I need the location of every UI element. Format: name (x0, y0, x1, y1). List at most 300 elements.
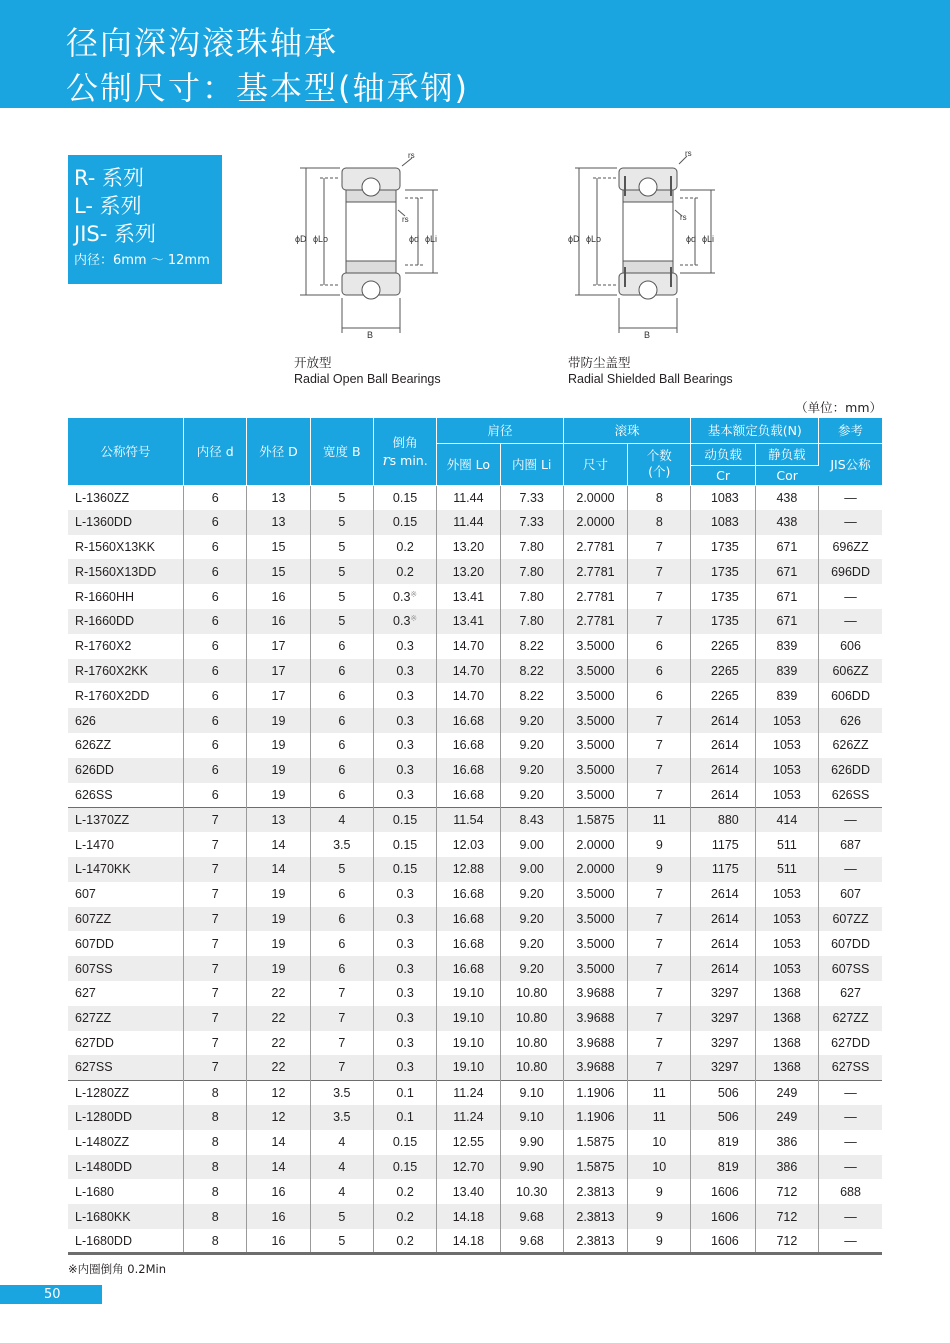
col-ball-size: 尺寸 (563, 443, 627, 485)
table-row (68, 559, 882, 584)
open-caption-en: Radial Open Ball Bearings (294, 372, 441, 386)
cell-inner-d: 7 (184, 1031, 247, 1056)
cell-ball-size: 2.7781 (563, 609, 627, 634)
cell-jis: — (819, 857, 882, 882)
table-row (68, 1031, 882, 1056)
table-row (68, 708, 882, 733)
cell-width-B: 6 (310, 956, 373, 981)
cell-dynamic-load: 1175 (691, 857, 755, 882)
cell-static-load: 712 (755, 1179, 818, 1204)
cell-designation: 607SS (68, 956, 184, 981)
cell-dynamic-load: 1606 (691, 1204, 755, 1229)
cell-ball-size: 3.5000 (563, 683, 627, 708)
cell-outer-D: 19 (247, 783, 310, 808)
series-jis: JIS- 系列 (74, 222, 156, 246)
page-title-line1: 径向深沟滚珠轴承 (66, 24, 339, 62)
table-row (68, 485, 882, 510)
table-header (68, 418, 882, 485)
shielded-D-label: ϕD (568, 234, 580, 244)
cell-width-B: 5 (310, 584, 373, 609)
cell-shoulder-outer: 14.70 (437, 659, 500, 684)
cell-static-load: 1053 (755, 733, 818, 758)
open-bearing-diagram (290, 148, 450, 346)
table-body (68, 485, 882, 1254)
cell-chamfer: 0.2 (373, 1229, 436, 1254)
col-chamfer (373, 418, 436, 485)
cell-ball-count: 8 (628, 485, 691, 510)
cell-width-B: 4 (310, 1179, 373, 1204)
cell-jis: — (819, 807, 882, 832)
cell-dynamic-load: 3297 (691, 1006, 755, 1031)
cell-ball-count: 7 (628, 609, 691, 634)
cell-dynamic-load: 506 (691, 1105, 755, 1130)
cell-jis: — (819, 1105, 882, 1130)
footnote: ※内圈倒角 0.2Min (68, 1262, 166, 1276)
cell-static-load: 1368 (755, 1006, 818, 1031)
cell-jis: 627DD (819, 1031, 882, 1056)
cell-ball-count: 7 (628, 584, 691, 609)
cell-ball-count: 7 (628, 783, 691, 808)
cell-chamfer: 0.3 (373, 659, 436, 684)
table-row (68, 1080, 882, 1105)
cell-shoulder-outer: 14.18 (437, 1204, 500, 1229)
cell-jis: 688 (819, 1179, 882, 1204)
cell-jis: 607DD (819, 931, 882, 956)
chamfer-mark: ※ (410, 614, 418, 624)
col-dynamic-sym: Cr (691, 465, 755, 485)
cell-ball-size: 3.5000 (563, 708, 627, 733)
cell-outer-D: 14 (247, 857, 310, 882)
table-row (68, 609, 882, 634)
cell-jis: 607ZZ (819, 907, 882, 932)
cell-ball-size: 2.7781 (563, 584, 627, 609)
cell-inner-d: 8 (184, 1080, 247, 1105)
col-jis: JIS公称 (819, 443, 882, 485)
cell-chamfer: 0.3 (373, 1031, 436, 1056)
cell-ball-size: 3.5000 (563, 783, 627, 808)
cell-dynamic-load: 819 (691, 1155, 755, 1180)
open-rs-inner-label: rs (402, 215, 409, 224)
open-Lo-label: ϕLo (313, 234, 329, 244)
cell-static-load: 1053 (755, 907, 818, 932)
cell-ball-size: 2.0000 (563, 510, 627, 535)
cell-ball-count: 9 (628, 1179, 691, 1204)
cell-outer-D: 19 (247, 733, 310, 758)
cell-designation: L-1480ZZ (68, 1130, 184, 1155)
table-row (68, 1055, 882, 1080)
cell-shoulder-inner: 9.00 (500, 832, 563, 857)
cell-shoulder-inner: 8.22 (500, 659, 563, 684)
cell-shoulder-outer: 11.44 (437, 485, 500, 510)
cell-shoulder-outer: 16.68 (437, 931, 500, 956)
cell-chamfer: 0.3 (373, 783, 436, 808)
cell-dynamic-load: 819 (691, 1130, 755, 1155)
cell-outer-D: 17 (247, 659, 310, 684)
cell-ball-size: 3.9688 (563, 1006, 627, 1031)
cell-jis: — (819, 1080, 882, 1105)
unit-note: （单位：mm） (795, 400, 882, 415)
cell-inner-d: 6 (184, 559, 247, 584)
cell-designation: 627SS (68, 1055, 184, 1080)
table-row (68, 733, 882, 758)
cell-shoulder-inner: 9.90 (500, 1155, 563, 1180)
cell-shoulder-outer: 16.68 (437, 907, 500, 932)
col-shoulder: 肩径 (437, 418, 564, 443)
cell-shoulder-inner: 9.20 (500, 882, 563, 907)
cell-inner-d: 6 (184, 535, 247, 560)
cell-outer-D: 14 (247, 832, 310, 857)
cell-chamfer: 0.1 (373, 1105, 436, 1130)
cell-static-load: 1368 (755, 1055, 818, 1080)
cell-outer-D: 19 (247, 907, 310, 932)
cell-shoulder-outer: 11.54 (437, 807, 500, 832)
cell-chamfer: 0.2 (373, 1204, 436, 1229)
cell-width-B: 7 (310, 1006, 373, 1031)
cell-outer-D: 15 (247, 559, 310, 584)
cell-designation: 607ZZ (68, 907, 184, 932)
cell-shoulder-outer: 19.10 (437, 1006, 500, 1031)
cell-shoulder-outer: 19.10 (437, 1055, 500, 1080)
table-row (68, 981, 882, 1006)
cell-jis: 626DD (819, 758, 882, 783)
cell-outer-D: 16 (247, 1179, 310, 1204)
cell-designation: 627DD (68, 1031, 184, 1056)
cell-chamfer: 0.2 (373, 559, 436, 584)
cell-chamfer: 0.3 (373, 882, 436, 907)
cell-shoulder-outer: 13.40 (437, 1179, 500, 1204)
cell-shoulder-inner: 9.20 (500, 783, 563, 808)
cell-ball-size: 2.0000 (563, 857, 627, 882)
cell-chamfer: 0.3 (373, 931, 436, 956)
cell-shoulder-outer: 14.70 (437, 683, 500, 708)
cell-designation: R-1660HH (68, 584, 184, 609)
cell-static-load: 839 (755, 634, 818, 659)
cell-chamfer: 0.3※ (373, 584, 436, 609)
cell-shoulder-outer: 13.41 (437, 584, 500, 609)
cell-dynamic-load: 2614 (691, 882, 755, 907)
cell-ball-size: 3.5000 (563, 634, 627, 659)
cell-chamfer: 0.3 (373, 683, 436, 708)
cell-designation: 607DD (68, 931, 184, 956)
col-chamfer-sub: s min. (389, 453, 428, 469)
cell-inner-d: 6 (184, 659, 247, 684)
cell-chamfer: 0.15 (373, 807, 436, 832)
cell-shoulder-outer: 16.68 (437, 956, 500, 981)
shielded-d-label: ϕd (686, 234, 697, 244)
cell-shoulder-outer: 12.03 (437, 832, 500, 857)
cell-outer-D: 17 (247, 634, 310, 659)
cell-width-B: 6 (310, 708, 373, 733)
cell-designation: 627 (68, 981, 184, 1006)
cell-ball-size: 1.5875 (563, 1155, 627, 1180)
cell-shoulder-outer: 16.68 (437, 708, 500, 733)
cell-width-B: 5 (310, 609, 373, 634)
cell-chamfer: 0.2 (373, 1179, 436, 1204)
table-row (68, 758, 882, 783)
cell-designation: 626ZZ (68, 733, 184, 758)
table-row (68, 634, 882, 659)
cell-dynamic-load: 1606 (691, 1179, 755, 1204)
cell-chamfer: 0.3 (373, 907, 436, 932)
cell-chamfer: 0.15 (373, 857, 436, 882)
table-row (68, 683, 882, 708)
cell-outer-D: 16 (247, 1204, 310, 1229)
cell-ball-count: 9 (628, 1204, 691, 1229)
col-ball-count: 个数 (个) (628, 443, 691, 485)
open-B-label: B (367, 330, 374, 340)
cell-designation: 626DD (68, 758, 184, 783)
cell-static-load: 249 (755, 1080, 818, 1105)
bearing-table (68, 418, 882, 1255)
cell-shoulder-outer: 11.44 (437, 510, 500, 535)
cell-width-B: 3.5 (310, 832, 373, 857)
table-row (68, 956, 882, 981)
cell-jis: — (819, 584, 882, 609)
cell-shoulder-outer: 19.10 (437, 1031, 500, 1056)
table-row (68, 832, 882, 857)
table-row (68, 1204, 882, 1229)
cell-inner-d: 7 (184, 907, 247, 932)
cell-static-load: 414 (755, 807, 818, 832)
col-chamfer-label: 倒角 (392, 435, 418, 451)
cell-designation: 626SS (68, 783, 184, 808)
cell-shoulder-inner: 10.80 (500, 981, 563, 1006)
cell-ball-count: 8 (628, 510, 691, 535)
cell-designation: R-1760X2 (68, 634, 184, 659)
cell-shoulder-inner: 10.80 (500, 1055, 563, 1080)
table-row (68, 882, 882, 907)
cell-width-B: 3.5 (310, 1105, 373, 1130)
cell-ball-count: 7 (628, 1031, 691, 1056)
cell-jis: 626SS (819, 783, 882, 808)
cell-outer-D: 15 (247, 535, 310, 560)
cell-width-B: 6 (310, 931, 373, 956)
cell-static-load: 671 (755, 559, 818, 584)
cell-width-B: 6 (310, 882, 373, 907)
cell-shoulder-outer: 11.24 (437, 1080, 500, 1105)
cell-ball-size: 2.7781 (563, 559, 627, 584)
cell-jis: — (819, 1155, 882, 1180)
cell-chamfer: 0.1 (373, 1080, 436, 1105)
cell-ball-size: 2.7781 (563, 535, 627, 560)
cell-designation: R-1560X13DD (68, 559, 184, 584)
cell-ball-count: 6 (628, 634, 691, 659)
cell-ball-count: 7 (628, 981, 691, 1006)
cell-static-load: 712 (755, 1229, 818, 1254)
cell-shoulder-inner: 7.33 (500, 510, 563, 535)
cell-designation: L-1370ZZ (68, 807, 184, 832)
cell-ball-size: 3.5000 (563, 733, 627, 758)
cell-chamfer: 0.15 (373, 1130, 436, 1155)
col-outer-D: 外径 D (247, 418, 310, 485)
cell-static-load: 839 (755, 659, 818, 684)
cell-width-B: 6 (310, 758, 373, 783)
cell-jis: 696ZZ (819, 535, 882, 560)
cell-ball-count: 6 (628, 683, 691, 708)
cell-shoulder-inner: 9.90 (500, 1130, 563, 1155)
cell-dynamic-load: 2614 (691, 733, 755, 758)
cell-jis: 606DD (819, 683, 882, 708)
cell-inner-d: 7 (184, 807, 247, 832)
cell-ball-size: 2.3813 (563, 1204, 627, 1229)
shielded-caption (568, 355, 733, 387)
col-static-sym: Cor (755, 465, 818, 485)
cell-shoulder-outer: 12.55 (437, 1130, 500, 1155)
table-row (68, 1229, 882, 1254)
cell-chamfer: 0.3 (373, 733, 436, 758)
cell-outer-D: 22 (247, 1006, 310, 1031)
col-inner-d: 内径 d (184, 418, 247, 485)
cell-shoulder-inner: 9.20 (500, 733, 563, 758)
cell-width-B: 6 (310, 907, 373, 932)
cell-jis: — (819, 510, 882, 535)
cell-ball-count: 11 (628, 1105, 691, 1130)
cell-outer-D: 16 (247, 609, 310, 634)
cell-inner-d: 6 (184, 634, 247, 659)
table-row (68, 1179, 882, 1204)
cell-width-B: 3.5 (310, 1080, 373, 1105)
cell-width-B: 5 (310, 485, 373, 510)
cell-shoulder-outer: 13.41 (437, 609, 500, 634)
cell-designation: L-1280DD (68, 1105, 184, 1130)
cell-shoulder-inner: 7.80 (500, 559, 563, 584)
cell-width-B: 5 (310, 1229, 373, 1254)
cell-jis: — (819, 485, 882, 510)
cell-shoulder-inner: 10.80 (500, 1031, 563, 1056)
cell-static-load: 1368 (755, 1031, 818, 1056)
cell-shoulder-outer: 12.70 (437, 1155, 500, 1180)
cell-shoulder-inner: 7.33 (500, 485, 563, 510)
cell-static-load: 386 (755, 1155, 818, 1180)
cell-static-load: 1053 (755, 956, 818, 981)
cell-width-B: 4 (310, 807, 373, 832)
cell-outer-D: 19 (247, 882, 310, 907)
cell-designation: 627ZZ (68, 1006, 184, 1031)
cell-shoulder-outer: 16.68 (437, 733, 500, 758)
page-title-line2: 公制尺寸：基本型(轴承钢) (66, 69, 469, 107)
cell-width-B: 5 (310, 535, 373, 560)
cell-dynamic-load: 1735 (691, 584, 755, 609)
cell-jis: 626 (819, 708, 882, 733)
shielded-caption-cn: 带防尘盖型 (568, 356, 631, 370)
cell-static-load: 249 (755, 1105, 818, 1130)
col-designation: 公称符号 (68, 418, 184, 485)
cell-ball-count: 10 (628, 1155, 691, 1180)
cell-chamfer: 0.2 (373, 535, 436, 560)
cell-ball-size: 3.9688 (563, 981, 627, 1006)
cell-shoulder-inner: 7.80 (500, 584, 563, 609)
cell-static-load: 1053 (755, 758, 818, 783)
cell-inner-d: 7 (184, 1006, 247, 1031)
cell-ball-size: 2.3813 (563, 1179, 627, 1204)
cell-designation: L-1470KK (68, 857, 184, 882)
series-r: R- 系列 (74, 166, 144, 190)
open-caption-cn: 开放型 (294, 356, 332, 370)
col-shoulder-outer: 外圈 Lo (437, 443, 500, 485)
cell-inner-d: 7 (184, 931, 247, 956)
series-l: L- 系列 (74, 194, 142, 218)
cell-ball-size: 2.0000 (563, 832, 627, 857)
chamfer-mark: ※ (410, 589, 418, 599)
cell-outer-D: 19 (247, 758, 310, 783)
cell-shoulder-inner: 7.80 (500, 609, 563, 634)
shielded-Lo-label: ϕLo (586, 234, 602, 244)
cell-static-load: 386 (755, 1130, 818, 1155)
cell-dynamic-load: 1606 (691, 1229, 755, 1254)
cell-ball-count: 9 (628, 1229, 691, 1254)
cell-designation: L-1480DD (68, 1155, 184, 1180)
cell-outer-D: 19 (247, 956, 310, 981)
cell-ball-size: 2.3813 (563, 1229, 627, 1254)
table-row (68, 857, 882, 882)
cell-ball-size: 3.5000 (563, 956, 627, 981)
cell-ball-size: 3.5000 (563, 758, 627, 783)
cell-static-load: 1053 (755, 931, 818, 956)
cell-shoulder-inner: 9.10 (500, 1105, 563, 1130)
open-rs-label: rs (408, 151, 415, 160)
shielded-B-label: B (644, 330, 651, 340)
cell-ball-size: 3.5000 (563, 659, 627, 684)
cell-width-B: 7 (310, 1055, 373, 1080)
cell-shoulder-inner: 9.10 (500, 1080, 563, 1105)
col-static: 静负载 (755, 443, 818, 465)
cell-ball-count: 7 (628, 956, 691, 981)
table-row (68, 535, 882, 560)
cell-static-load: 671 (755, 609, 818, 634)
open-caption (294, 355, 441, 387)
table-row (68, 931, 882, 956)
cell-inner-d: 6 (184, 733, 247, 758)
cell-dynamic-load: 2614 (691, 931, 755, 956)
table-row (68, 659, 882, 684)
cell-chamfer: 0.15 (373, 832, 436, 857)
cell-outer-D: 17 (247, 683, 310, 708)
cell-chamfer: 0.15 (373, 510, 436, 535)
shielded-rs-inner-label: rs (680, 213, 687, 222)
cell-ball-size: 1.5875 (563, 807, 627, 832)
cell-ball-count: 7 (628, 931, 691, 956)
cell-outer-D: 16 (247, 584, 310, 609)
col-ball: 滚珠 (563, 418, 691, 443)
cell-shoulder-outer: 11.24 (437, 1105, 500, 1130)
cell-jis: 606ZZ (819, 659, 882, 684)
cell-shoulder-inner: 9.00 (500, 857, 563, 882)
cell-designation: L-1360ZZ (68, 485, 184, 510)
open-d-label: ϕd (409, 234, 420, 244)
cell-dynamic-load: 1083 (691, 485, 755, 510)
open-Li-label: ϕLi (425, 234, 438, 244)
cell-designation: R-1560X13KK (68, 535, 184, 560)
cell-static-load: 438 (755, 485, 818, 510)
cell-width-B: 5 (310, 510, 373, 535)
cell-ball-count: 6 (628, 659, 691, 684)
shielded-caption-en: Radial Shielded Ball Bearings (568, 372, 733, 386)
cell-outer-D: 13 (247, 807, 310, 832)
cell-ball-size: 1.1906 (563, 1080, 627, 1105)
cell-chamfer: 0.15 (373, 485, 436, 510)
col-chamfer-symbol: r (382, 451, 390, 470)
cell-jis: 626ZZ (819, 733, 882, 758)
cell-chamfer: 0.3 (373, 1006, 436, 1031)
cell-inner-d: 8 (184, 1229, 247, 1254)
cell-shoulder-inner: 10.30 (500, 1179, 563, 1204)
table-row (68, 1130, 882, 1155)
cell-ball-size: 1.5875 (563, 1130, 627, 1155)
cell-chamfer: 0.3 (373, 956, 436, 981)
cell-inner-d: 6 (184, 485, 247, 510)
cell-dynamic-load: 2265 (691, 683, 755, 708)
cell-outer-D: 13 (247, 485, 310, 510)
